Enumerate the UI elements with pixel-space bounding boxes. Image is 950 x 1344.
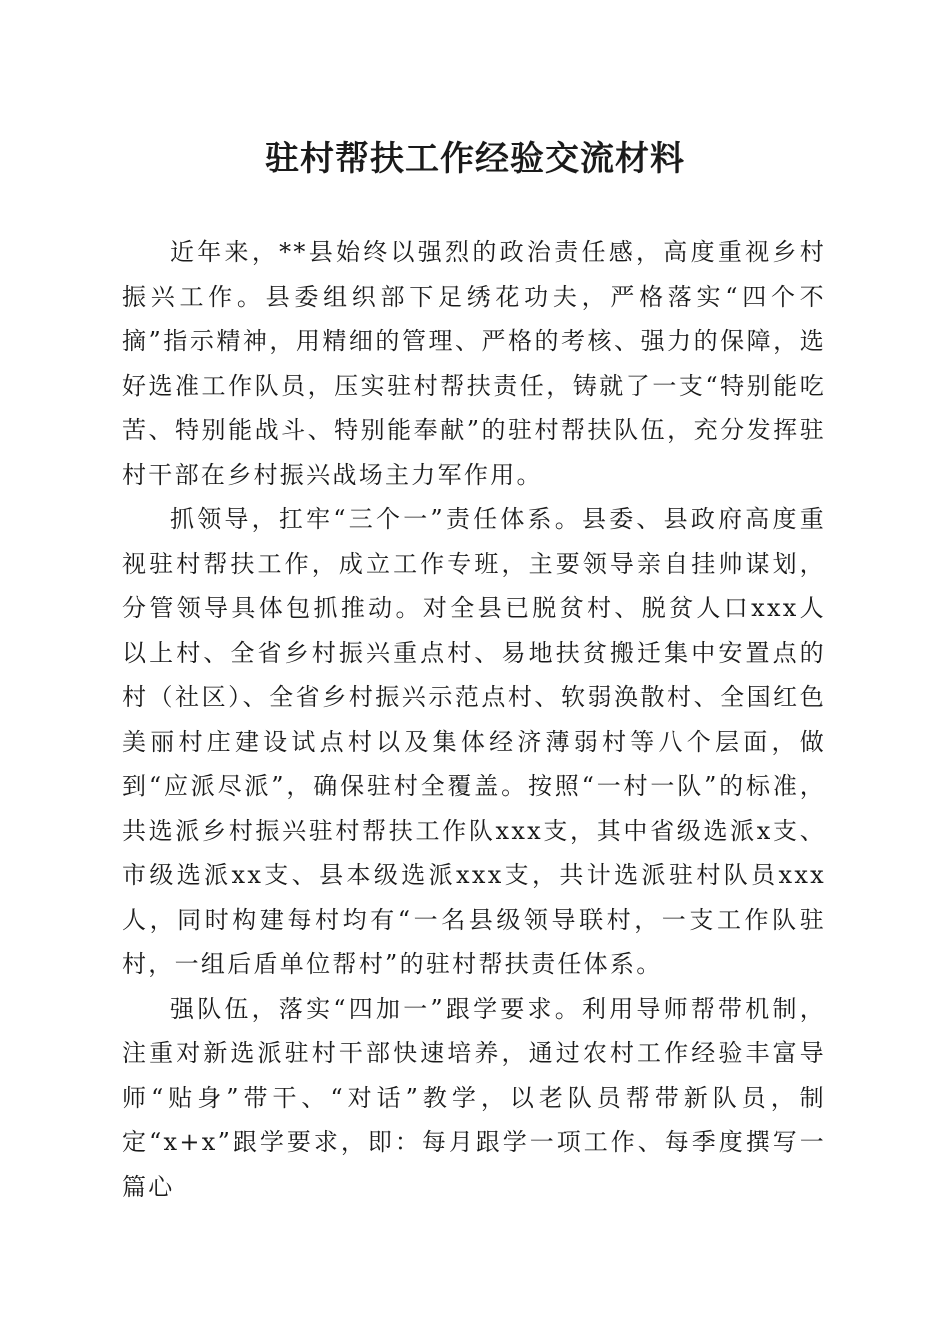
- document-body: [122, 230, 826, 1209]
- paragraph-leadership: 抓领导，扛牢“三个一”责任体系。县委、县政府高度重视驻村帮扶工作，成立工作专班，主要领导亲自挂帅谋划，分管领导具体包抓推动。对全县已脱贫村、脱贫人口xxx人以上村、全省乡村振兴重点村、易地扶贫搬迁集中安置点的村（社区）、全省乡村振兴示范点村、软弱涣散村、全国红色美丽村庄建设试点村以及集体经济薄弱村等八个层面，做到“应派尽派”，确保驻村全覆盖。按照“一村一队”的标准，共选派乡村振兴驻村帮扶工作队xxx支，其中省级选派x支、市级选派xx支、县本级选派xxx支，共计选派驻村队员xxx人，同时构建每村均有“一名县级领导联村，一支工作队驻村，一组后盾单位帮村”的驻村帮扶责任体系。: [122, 505, 826, 978]
- document-title: 驻村帮扶工作经验交流材料: [265, 139, 685, 179]
- paragraph-intro: 近年来，**县始终以强烈的政治责任感，高度重视乡村振兴工作。县委组织部下足绣花功夫，严格落实“四个不摘”指示精神，用精细的管理、严格的考核、强力的保障，选好选准工作队员，压实驻村帮扶责任，铸就了一支“特别能吃苦、特别能战斗、特别能奉献”的驻村帮扶队伍，充分发挥驻村干部在乡村振兴战场主力军作用。: [122, 238, 826, 489]
- paragraph-team-building: 强队伍，落实“四加一”跟学要求。利用导师帮带机制，注重对新选派驻村干部快速培养，通过农村工作经验丰富导师“贴身”带干、“对话”教学，以老队员帮带新队员，制定“x+x”跟学要求，即：每月跟学一项工作、每季度撰写一篇心: [122, 994, 826, 1201]
